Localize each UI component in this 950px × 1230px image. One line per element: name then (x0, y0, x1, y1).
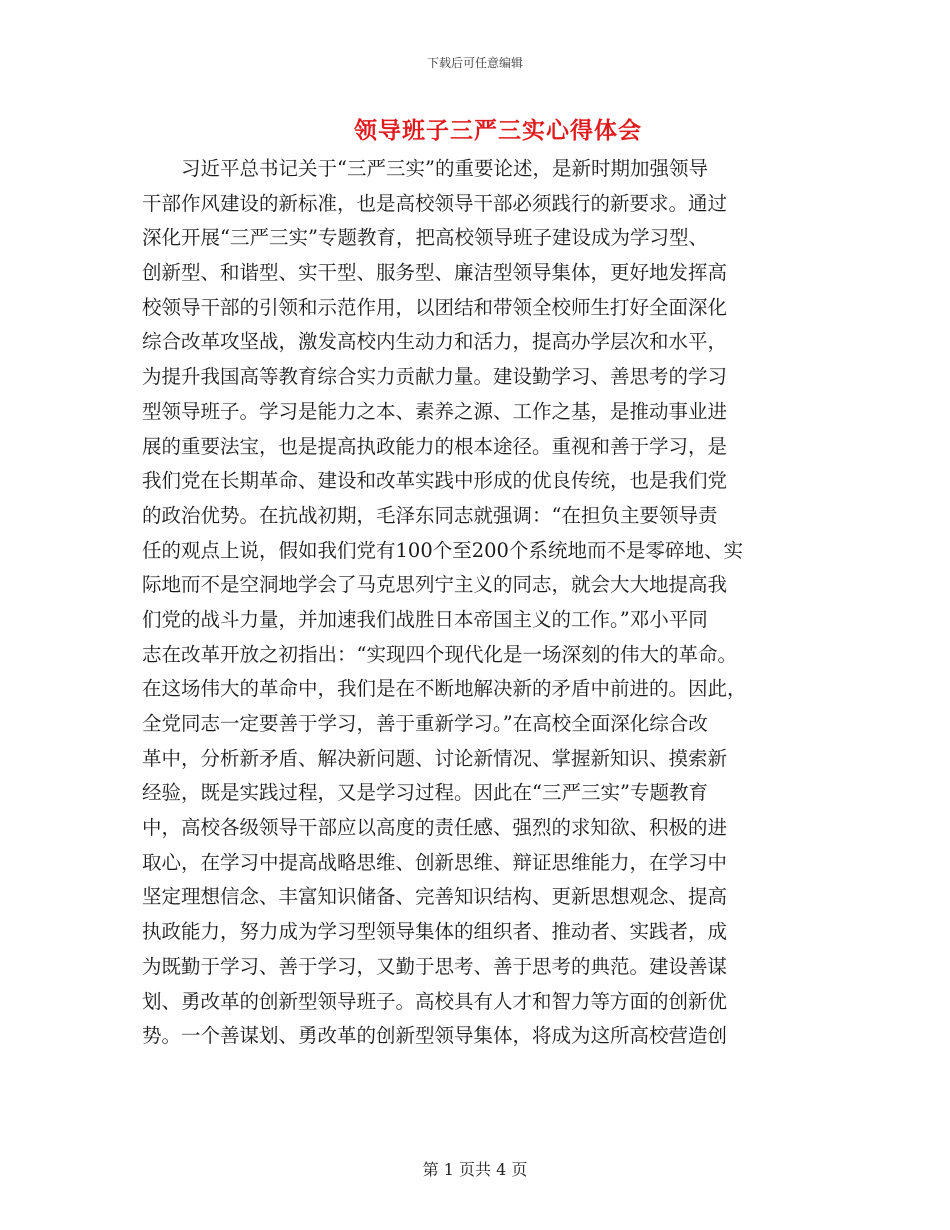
body-line: 创新型、和谐型、实干型、服务型、廉洁型领导集体，更好地发挥高 (142, 261, 728, 285)
body-line: 我们党在长期革命、建设和改革实践中形成的优良传统，也是我们党 (142, 469, 728, 493)
body-line: 们党的战斗力量，并加速我们战胜日本帝国主义的工作。”邓小平同 (142, 607, 708, 631)
body-line: 任的观点上说，假如我们党有100个至200个系统地而不是零碎地、实 (142, 538, 743, 562)
body-line: 校领导干部的引领和示范作用，以团结和带领全校师生打好全面深化 (142, 295, 728, 319)
body-line: 展的重要法宝，也是提高执政能力的根本途径。重视和善于学习，是 (142, 434, 728, 458)
body-line: 深化开展“三严三实”专题教育，把高校领导班子建设成为学习型、 (142, 226, 708, 250)
page-number: 第 1 页共 4 页 (422, 1160, 528, 1179)
body-line: 势。一个善谋划、勇改革的创新型领导集体，将成为这所高校营造创 (142, 1024, 728, 1048)
body-line: 中，高校各级领导干部应以高度的责任感、强烈的求知欲、积极的进 (142, 816, 728, 840)
page-header-note: 下载后可任意编辑 (426, 56, 523, 70)
document-title: 领导班子三严三实心得体会 (354, 117, 642, 144)
body-line: 为提升我国高等教育综合实力贡献力量。建设勤学习、善思考的学习 (142, 365, 728, 389)
body-line: 干部作风建设的新标准，也是高校领导干部必须践行的新要求。通过 (142, 191, 728, 215)
body-line: 的政治优势。在抗战初期，毛泽东同志就强调：“在担负主要领导责 (142, 503, 718, 527)
body-line: 坚定理想信念、丰富知识储备、完善知识结构、更新思想观念、提高 (142, 885, 728, 909)
body-line: 志在改革开放之初指出：“实现四个现代化是一场深刻的伟大的革命。 (142, 642, 737, 666)
body-line: 执政能力，努力成为学习型领导集体的组织者、推动者、实践者，成 (142, 920, 728, 944)
body-line: 划、勇改革的创新型领导班子。高校具有人才和智力等方面的创新优 (142, 989, 728, 1013)
body-line: 经验，既是实践过程，又是学习过程。因此在“三严三实”专题教育 (142, 781, 708, 805)
body-line: 为既勤于学习、善于学习，又勤于思考、善于思考的典范。建设善谋 (142, 954, 728, 978)
body-line: 习近平总书记关于“三严三实”的重要论述，是新时期加强领导 (142, 157, 708, 180)
body-line: 综合改革攻坚战，激发高校内生动力和活力，提高办学层次和水平， (142, 330, 728, 354)
body-line: 在这场伟大的革命中，我们是在不断地解决新的矛盾中前进的。因此， (142, 677, 747, 701)
document-body (142, 152, 810, 1054)
body-line: 全党同志一定要善于学习，善于重新学习。”在高校全面深化综合改 (142, 712, 708, 735)
body-line: 际地而不是空洞地学会了马克思列宁主义的同志，就会大大地提高我 (142, 573, 728, 597)
body-line: 型领导班子。学习是能力之本、素养之源、工作之基，是推动事业进 (142, 399, 728, 423)
body-line: 取心，在学习中提高战略思维、创新思维、辩证思维能力，在学习中 (142, 850, 728, 874)
body-line: 革中，分析新矛盾、解决新问题、讨论新情况、掌握新知识、摸索新 (142, 746, 728, 770)
